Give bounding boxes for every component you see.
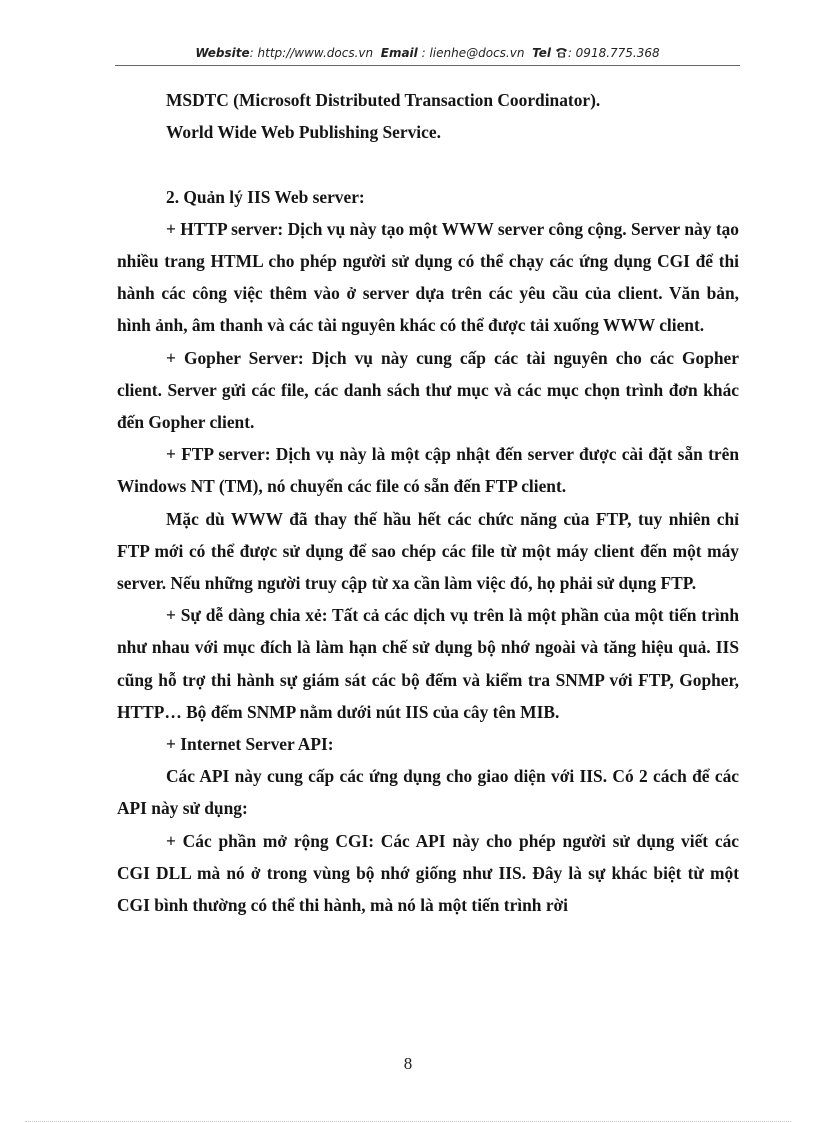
- paragraph: + HTTP server: Dịch vụ này tạo một WWW server công cộng. Server này tạo nhiều trang HTML cho phép người sử dụng có thể chạy các ứng dụng CGI để thi hành các công việc thêm vào ở server dựa trên các yêu cầu của client. Văn bản, hình ảnh, âm thanh và các tài nguyên khác có thể được tải xuống WWW client.: [117, 218, 739, 336]
- paragraph: + Các phần mở rộng CGI: Các API này cho phép người sử dụng viết các CGI DLL mà nó ở trong vùng bộ nhớ giống như IIS. Đây là sự khác biệt từ một CGI bình thường có thể thi hành, mà nó là một tiến trình rời: [117, 830, 739, 916]
- website-value: : http://www.docs.vn: [249, 46, 374, 60]
- paragraph: + Internet Server API:: [166, 734, 334, 755]
- paragraph: Mặc dù WWW đã thay thế hầu hết các chức năng của FTP, tuy nhiên chỉ FTP mới có thể được sử dụng để sao chép các file từ một máy client đến một máy server. Nếu những người truy cập từ xa cần làm việc đó, họ phải sử dụng FTP.: [117, 508, 739, 594]
- page-number: 8: [403, 1054, 413, 1073]
- page-bottom-border: [25, 1121, 791, 1122]
- paragraph: Các API này cung cấp các ứng dụng cho giao diện với IIS. Có 2 cách để các API này sử dụng:: [117, 766, 739, 819]
- paragraph: + FTP server: Dịch vụ này là một cập nhật đến server được cài đặt sẵn trên Windows NT (TM), nó chuyển các file có sẵn đến FTP client.: [117, 444, 739, 497]
- tel-value: : 0918.775.368: [567, 46, 660, 60]
- email-value: : lienhe@docs.vn: [421, 46, 525, 60]
- tel-label: Tel: [532, 46, 551, 60]
- phone-icon: [555, 47, 568, 58]
- header-divider: [115, 65, 740, 66]
- paragraph: + Gopher Server: Dịch vụ này cung cấp các tài nguyên cho các Gopher client. Server gửi các file, các danh sách thư mục và các mục chọn trình đơn khác đến Gopher client.: [117, 347, 739, 433]
- paragraph: MSDTC (Microsoft Distributed Transaction Coordinator).: [166, 90, 601, 110]
- paragraph: World Wide Web Publishing Service.: [166, 122, 441, 143]
- paragraph: + Sự dễ dàng chia xẻ: Tất cả các dịch vụ trên là một phần của một tiến trình như nhau với mục đích là làm hạn chế sử dụng bộ nhớ ngoài và tăng hiệu quả. IIS cũng hỗ trợ thi hành sự giám sát các bộ đếm và kiểm tra SNMP với FTP, Gopher, HTTP… Bộ đếm SNMP nằm dưới nút IIS của cây tên MIB.: [117, 605, 739, 722]
- blank-line: [117, 148, 739, 180]
- document-body: [117, 84, 739, 921]
- section-heading: 2. Quản lý IIS Web server:: [166, 186, 365, 207]
- email-label: Email: [380, 46, 418, 60]
- page-header: [115, 46, 740, 60]
- website-label: Website: [195, 46, 250, 60]
